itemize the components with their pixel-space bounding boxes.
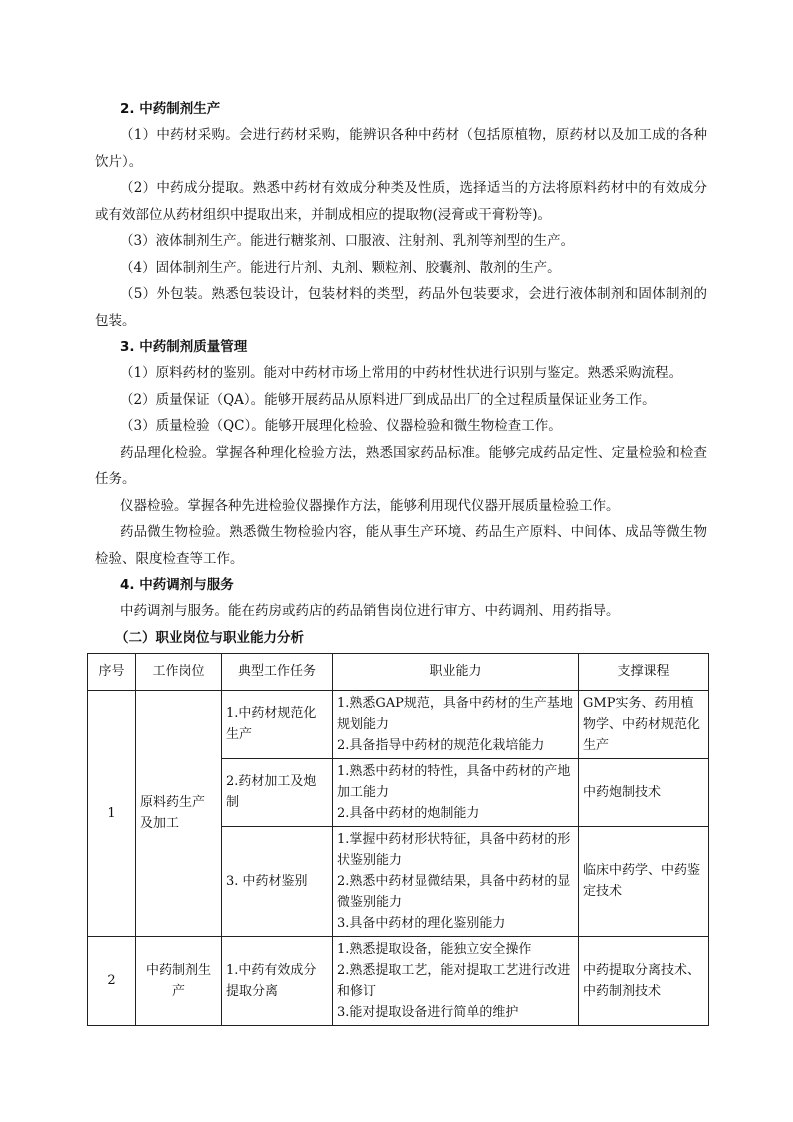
ability-cell [333,690,579,758]
header-ability: 职业能力 [333,653,579,690]
typical-task: 1.中药材规范化生产 [222,690,333,758]
section-heading-2: 2. 中药制剂生产 [120,101,221,117]
ability-item: 2.具备指导中药材的规范化栽培能力 [337,737,545,753]
ability-item: 1.熟悉提取设备，能独立安全操作 [337,941,532,957]
ability-cell [333,826,579,936]
typical-task: 1.中药有效成分提取分离 [222,936,333,1025]
paragraph: 药品理化检验。掌握各种理化检验方法，熟悉国家药品标准。能够完成药品定性、定量检验和检查任务。 [95,444,707,487]
ability-item: 3.能对提取设备进行简单的维护 [337,1004,519,1020]
header-task: 典型工作任务 [222,653,333,690]
table-row [88,936,709,1025]
paragraph: （1）中药材采购。会进行药材采购，能辨识各种中药材（包括原植物，原药材以及加工成的各种饮片）。 [95,127,707,170]
support-course: 中药炮制技术 [579,758,709,826]
table-title: （二）职业岗位与职业能力分析 [115,629,304,646]
table-row [88,690,709,758]
support-course: 中药提取分离技术、中药制剂技术 [579,936,709,1025]
paragraph: 中药调剂与服务。能在药房或药店的药品销售岗位进行审方、中药调剂、用药指导。 [120,603,620,619]
ability-item: 2.熟悉提取工艺，能对提取工艺进行改进和修订 [337,962,571,999]
ability-item: 2.熟悉中药材显微结果，具备中药材的显微鉴别能力 [337,873,571,910]
paragraph: （2）中药成分提取。熟悉中药材有效成分种类及性质，选择适当的方法将原料药材中的有效成分或有效部位从药材组织中提取出来，并制成相应的提取物(浸膏或干膏粉等)。 [95,180,707,223]
paragraph: 仪器检验。掌握各种先进检验仪器操作方法，能够利用现代仪器开展质量检验工作。 [120,497,620,514]
section-heading-4: 4. 中药调剂与服务 [120,577,234,593]
job-post: 中药制剂生产 [136,936,222,1025]
row-number: 2 [88,936,136,1025]
header-course: 支撑课程 [579,653,709,690]
header-no: 序号 [88,653,136,690]
support-course: 临床中药学、中药鉴定技术 [579,826,709,936]
job-post: 原料药生产及加工 [136,690,222,936]
paragraph: （5）外包装。熟悉包装设计，包装材料的类型，药品外包装要求，会进行液体制剂和固体制剂的包装。 [95,286,707,329]
ability-item: 3.具备中药材的理化鉴别能力 [337,915,506,931]
section-heading-3: 3. 中药制剂质量管理 [120,339,248,355]
paragraph: （3）质量检验（QC）。能够开展理化检验、仪器检验和微生物检查工作。 [120,418,562,434]
ability-cell [333,936,579,1025]
document-content [95,96,707,1026]
table-header-row [88,653,709,690]
ability-item: 1.掌握中药材形状特征，具备中药材的形状鉴别能力 [337,831,571,868]
ability-analysis-table [87,653,709,1026]
paragraph: （1）原料药材的鉴别。能对中药材市场上常用的中药材性状进行识别与鉴定。熟悉采购流程。 [120,365,683,381]
row-number: 1 [88,690,136,936]
support-course: GMP实务、药用植物学、中药材规范化生产 [579,690,709,758]
header-post: 工作岗位 [136,653,222,690]
ability-cell [333,758,579,826]
ability-item: 1.熟悉GAP规范，具备中药材的生产基地规划能力 [337,695,573,732]
paragraph: 药品微生物检验。熟悉微生物检验内容，能从事生产环境、药品生产原料、中间体、成品等微生物检验、限度检查等工作。 [95,524,707,567]
typical-task: 3. 中药材鉴别 [222,826,333,936]
ability-item: 2.具备中药材的炮制能力 [337,805,480,821]
ability-item: 1.熟悉中药材的特性，具备中药材的产地加工能力 [337,763,571,800]
typical-task: 2.药材加工及炮制 [222,758,333,826]
paragraph: （2）质量保证（QA）。能够开展药品从原料进厂到成品出厂的全过程质量保证业务工作。 [120,391,656,408]
paragraph: （3）液体制剂生产。能进行糖浆剂、口服液、注射剂、乳剂等剂型的生产。 [120,233,575,249]
paragraph: （4）固体制剂生产。能进行片剂、丸剂、颗粒剂、胶囊剂、散剂的生产。 [120,259,561,276]
